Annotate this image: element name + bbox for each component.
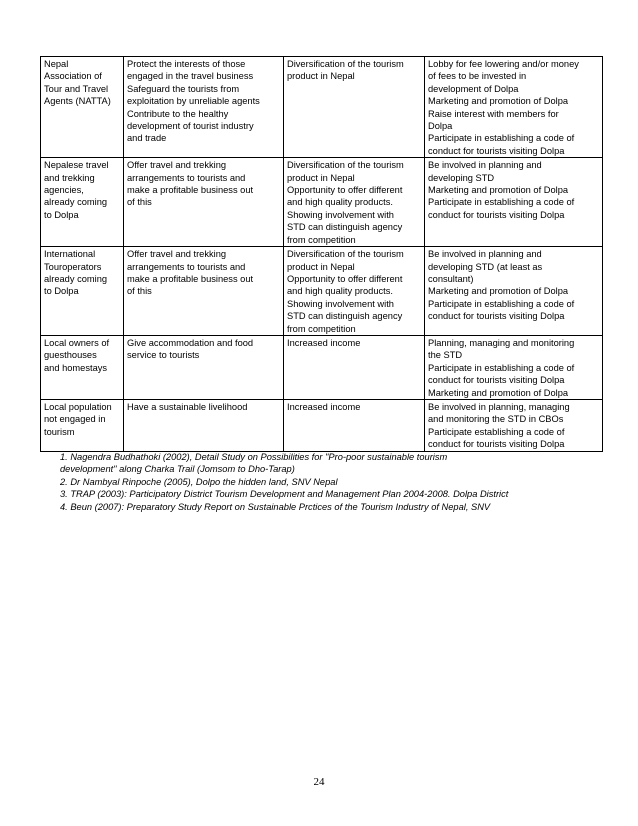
table-row [41,399,603,451]
cell-line: conduct for tourists visiting Dolpa [428,311,565,322]
reference-line: 4. Beun (2007): Preparatory Study Report on Sustainable Prctices of the Tourism Industry of Nepal, SNV [60,501,491,512]
cell-line: Participate in establishing a code of [428,298,575,309]
cell-role [425,57,603,158]
cell-line: product in Nepal [287,172,355,183]
cell-line: Agents (NATTA) [44,96,111,107]
cell-line: Touroperators [44,261,102,272]
cell-line: and trekking [44,172,95,183]
cell-line: and monitoring the STD in CBOs [428,414,564,425]
cell-line: Participate in establishing a code of [428,362,575,373]
cell-line: and homestays [44,362,108,373]
cell-line: Local population [44,401,112,412]
cell-stakeholder [41,158,124,247]
cell-line: Offer travel and trekking [127,160,227,171]
cell-interest [124,158,284,247]
cell-line: and trade [127,133,167,144]
cell-line: conduct for tourists visiting Dolpa [428,375,565,386]
page-number: 24 [313,776,325,788]
cell-line: already coming [44,197,108,208]
cell-line: Nepal [44,59,69,69]
cell-line: make a profitable business out [127,273,254,284]
cell-line: Be involved in planning, managing [428,401,570,412]
cell-benefit [284,57,425,158]
cell-line: Dolpa [428,121,453,132]
cell-line: Diversification of the tourism [287,59,404,69]
cell-stakeholder [41,57,124,158]
cell-line: agencies, [44,185,84,196]
cell-line: STD can distinguish agency [287,222,403,233]
cell-line: Planning, managing and monitoring [428,337,575,348]
cell-stakeholder [41,335,124,399]
cell-stakeholder [41,247,124,336]
cell-line: Be involved in planning and [428,249,542,260]
cell-benefit [284,399,425,451]
cell-benefit [284,335,425,399]
cell-line: Raise interest with members for [428,108,559,119]
cell-line: arrangements to tourists and [127,261,246,272]
references [60,451,620,513]
cell-line: Safeguard the tourists from [127,83,240,94]
cell-line: International [44,249,96,260]
cell-line: product in Nepal [287,71,355,82]
cell-line: Association of [44,71,102,82]
cell-line: Opportunity to offer different [287,273,403,284]
cell-line: arrangements to tourists and [127,172,246,183]
cell-line: Contribute to the healthy [127,108,229,119]
table-row [41,158,603,247]
cell-line: from competition [287,323,356,334]
cell-line: not engaged in [44,414,106,425]
cell-line: conduct for tourists visiting Dolpa [428,145,565,156]
cell-role [425,247,603,336]
cell-line: conduct for tourists visiting Dolpa [428,209,565,220]
cell-line: Marketing and promotion of Dolpa [428,96,569,107]
cell-line: Increased income [287,337,361,348]
cell-line: exploitation by unreliable agents [127,96,260,107]
table-row [41,247,603,336]
reference-line: 3. TRAP (2003): Participatory District Tourism Development and Management Plan 2004-2008. Dolpa District [60,489,509,500]
table-row [41,57,603,158]
cell-line: developing STD [428,172,495,183]
cell-benefit [284,158,425,247]
cell-line: Increased income [287,401,361,412]
cell-line: of fees to be invested in [428,71,527,82]
cell-line: Participate in establishing a code of [428,133,575,144]
cell-line: guesthouses [44,350,97,361]
cell-benefit [284,247,425,336]
cell-line: Diversification of the tourism [287,160,404,171]
cell-line: make a profitable business out [127,185,254,196]
cell-line: Diversification of the tourism [287,249,404,260]
reference-line: development" along Charka Trail (Jomsom to Dho-Tarap) [60,464,295,475]
cell-line: product in Nepal [287,261,355,272]
cell-line: Give accommodation and food [127,337,254,348]
cell-line: tourism [44,426,75,437]
cell-line: Offer travel and trekking [127,249,227,260]
cell-line: Showing involvement with [287,209,394,220]
cell-line: service to tourists [127,350,200,361]
cell-line: and high quality products. [287,197,393,208]
cell-line: Be involved in planning and [428,160,542,171]
cell-line: Nepalese travel [44,160,109,171]
cell-line: to Dolpa [44,209,79,220]
cell-line: Participate establishing a code of [428,426,565,437]
cell-stakeholder [41,399,124,451]
cell-line: developing STD (at least as [428,261,543,272]
cell-line: consultant) [428,273,474,284]
cell-line: Lobby for fee lowering and/or money [428,59,579,69]
cell-line: of this [127,286,152,297]
cell-line: development of Dolpa [428,83,519,94]
cell-line: Local owners of [44,337,110,348]
cell-role [425,399,603,451]
cell-line: of this [127,197,152,208]
reference-line: 1. Nagendra Budhathoki (2002), Detail Study on Possibilities for "Pro-poor sustainable tourism [60,452,448,462]
cell-line: Have a sustainable livelihood [127,401,248,412]
table-row [41,335,603,399]
reference-line: 2. Dr Nambyal Rinpoche (2005), Dolpo the hidden land, SNV Nepal [60,476,338,487]
cell-line: Opportunity to offer different [287,185,403,196]
cell-interest [124,57,284,158]
stakeholder-table-body [41,57,603,452]
cell-line: Marketing and promotion of Dolpa [428,387,569,398]
cell-line: Marketing and promotion of Dolpa [428,185,569,196]
cell-line: to Dolpa [44,286,79,297]
cell-line: development of tourist industry [127,121,254,132]
cell-line: already coming [44,273,108,284]
cell-interest [124,335,284,399]
cell-line: Participate in establishing a code of [428,197,575,208]
cell-line: Protect the interests of those [127,59,246,69]
cell-line: conduct for tourists visiting Dolpa [428,439,565,450]
cell-line: from competition [287,234,356,245]
cell-line: engaged in the travel business [127,71,254,82]
cell-role [425,335,603,399]
cell-line: Marketing and promotion of Dolpa [428,286,569,297]
cell-line: STD can distinguish agency [287,311,403,322]
cell-line: Tour and Travel [44,83,109,94]
stakeholder-table [40,56,603,452]
cell-interest [124,247,284,336]
cell-line: Showing involvement with [287,298,394,309]
cell-line: the STD [428,350,463,361]
cell-role [425,158,603,247]
cell-interest [124,399,284,451]
cell-line: and high quality products. [287,286,393,297]
